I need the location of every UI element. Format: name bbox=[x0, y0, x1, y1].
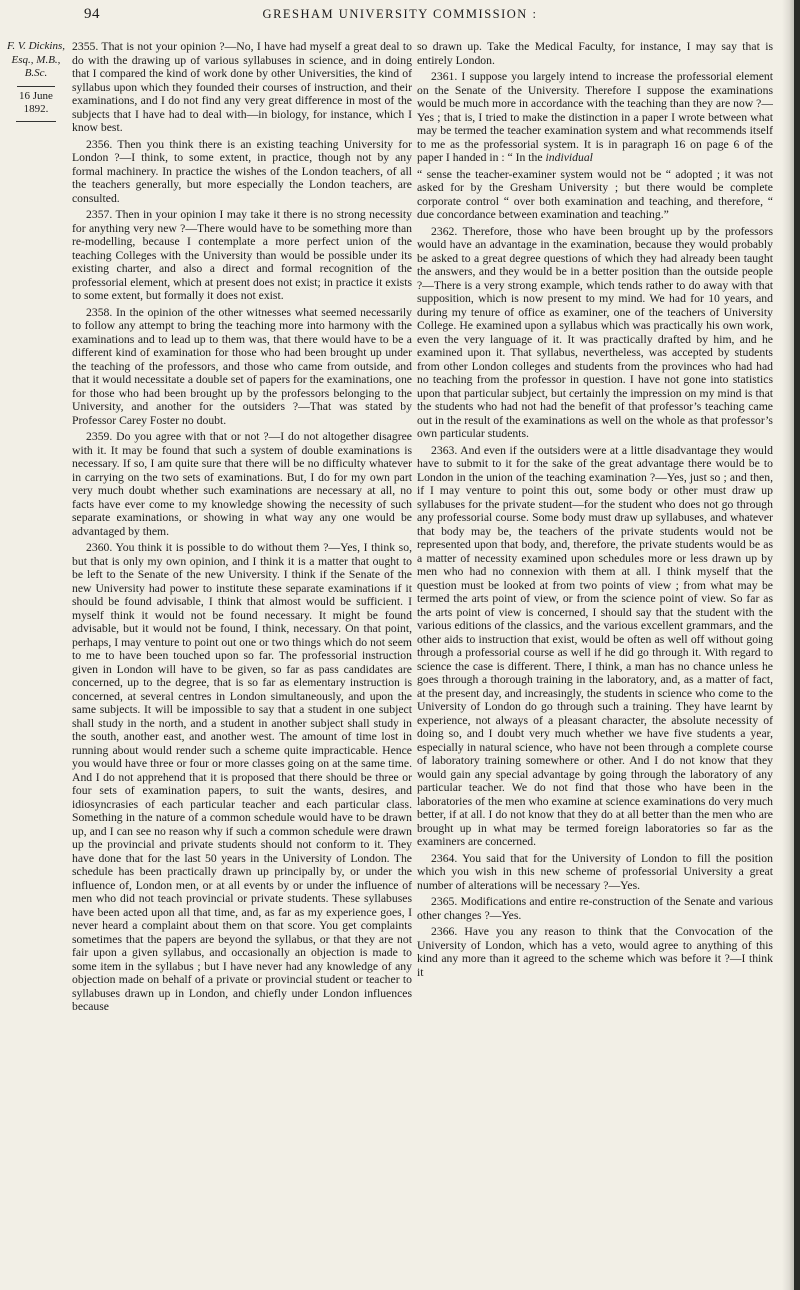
running-title: GRESHAM UNIVERSITY COMMISSION : bbox=[262, 7, 538, 21]
evidence-paragraph: 2357. Then in your opinion I may take it there is no strong necessity for anything very new ?—There would have to be something more than re-modelling, because I contemplate a more perfect union of the teaching Colleges with the University than would be possible under its existing charter, and also a direct and formal recognition of the professorial element, which at present does not exist; in practice it exists to some extent, but formally it does not exist. bbox=[72, 208, 412, 302]
evidence-paragraph: so drawn up. Take the Medical Faculty, for instance, I may say that is entirely London. bbox=[417, 40, 773, 67]
evidence-date: 16 June 1892. bbox=[19, 89, 53, 116]
evidence-paragraph: 2356. Then you think there is an existing teaching University for London ?—I think, to some extent, in practice, though not by any formal machinery. In practice the wishes of the London teachers, of all the teachers generally, but more especially the London teachers, are consulted. bbox=[72, 137, 412, 205]
page-number: 94 bbox=[84, 6, 100, 22]
margin-note bbox=[6, 40, 66, 122]
margin-divider-lower bbox=[16, 121, 56, 122]
witness-name: F. V. Dickins, bbox=[7, 40, 65, 52]
evidence-paragraph: 2363. And even if the outsiders were at a little disadvantage they would have to submit to it for the sake of the great advantage there would be to London in the union of the teaching examination ?—Yes, just so ; and then, if I may venture to point this out, some body or other must draw up syllabuses for the private student—for the student who does not go through any professorial course. Some body must draw up syllabuses, and whatever that body may be, the teachers of the private students would not be represented upon that body, and, therefore, the private students would be as a matter of necessity examined upon schedules more or less drawn up by men who had no connexion with them at all. I think myself that the question must be looked at from two points of view ; from what may be termed the arts point of view, or from the science point of view. So far as the arts point of view is concerned, I should say that the student with the various editions of the classics, and the various excellent grammars, and the other aids to instruction that exist, would be often as well off without going through a professorial course as well if he did go through it. With regard to science the case is different. There, I think, a man has no chance unless he goes through a thorough training in the laboratory, and, as a matter of fact, at the present day, and increasingly, the students in science who come to the University of London do go through such a training. They have learnt by experience, not always of a pleasant character, the absolute necessity of doing so, and I doubt very much whether we have five students a year, especially in natural science, who have not been through a complete course of laboratory training somewhere or other. And I do not know that they would gain any special advantage by going through the laboratory of any particular teacher. We do not find that those who have been in the laboratories of the men who examine at science examinations do very much better, if at all. I do not know that they do at all better than the men who are brought up in what may be termed foreign laboratories so far as the examiners are concerned. bbox=[417, 443, 773, 848]
evidence-paragraph: 2365. Modifications and entire re-construction of the Senate and various other changes ?—Yes. bbox=[417, 895, 773, 922]
evidence-paragraph: 2364. You said that for the University of London to fill the position which you wish in this new scheme of professorial University a great number of alterations will be necessary ?—Yes. bbox=[417, 851, 773, 892]
witness-title: Esq., M.B., bbox=[11, 53, 61, 66]
page-header bbox=[0, 6, 800, 26]
witness-degree: B.Sc. bbox=[24, 67, 48, 80]
evidence-paragraph: 2359. Do you agree with that or not ?—I do not altogether disagree with it. It may be found that such a system of double examinations is necessary. If so, I am quite sure that there will be no difficulty whatever in carrying on the two sets of examinations. But, I do for my own part very much doubt whether such examinations are necessary at all, no facts have ever come to my knowledge showing the necessity of such separate examinations, or showing in what way any one would be advantaged by them. bbox=[72, 430, 412, 538]
evidence-paragraph: 2366. Have you any reason to think that the Convocation of the University of London, which has a veto, would agree to anything of this kind any more than it agreed to the scheme which was before it ?—I think it bbox=[417, 925, 773, 979]
margin-divider bbox=[17, 86, 55, 87]
italic-emphasis: individual bbox=[545, 151, 593, 164]
evidence-paragraph: 2362. Therefore, those who have been brought up by the professors would have an advantage in the examination, because they would probably be asked to a great degree questions of which they had already been taught the answers, and they would be in a better position than the outside people ?—There is a very strong example, which tends rather to do away with that supposition, which is now present to my mind. We had for 10 years, and during my tenure of office as examiner, one of the teachers of University College. He examined upon a syllabus which was practically his own work, even the very language of it. It was practically drafted by him, and he examined upon it. That syllabus, nevertheless, was accepted by students from other London colleges and students from the provinces who had had no teaching from the professor in question. I have not gone into statistics upon that particular subject, but certainly the impression on my mind is that the students who had not had the benefit of that professor’s teaching came out in the result of the examinations as well on the whole as that professor’s own particular students. bbox=[417, 224, 773, 440]
page-edge bbox=[794, 0, 800, 1290]
evidence-paragraph: 2358. In the opinion of the other witnesses what seemed necessarily to follow any attempt to bring the teaching more into harmony with the examinations and to lead up to them was, that there would have to be a different kind of examination for those who had been brought up under the teaching of the professors, and those who came from outside, and that it would necessitate a double set of papers for the examinations, one for those who had been brought up by the professors belonging to the University, and another for the outsiders ?—That was stated by Professor Carey Foster no doubt. bbox=[72, 305, 412, 427]
evidence-paragraph: 2361. I suppose you largely intend to increase the professorial element on the Senate of the University. Therefore I suppose the examinations would be much more in accordance with the teaching than they are now ?—Yes ; that is, I tried to make the distinction in a paper I wrote between what may be termed the teacher examination system and what recommends itself to me as the professorial system. It is in paragraph 16 on page 6 of the paper I handed in : “ In the individual bbox=[417, 70, 773, 164]
evidence-paragraph: 2355. That is not your opinion ?—No, I have had myself a great deal to do with the drawing up of various syllabuses in science, and in doing that I compared the kind of work done by other Universities, the kind of syllabus upon which they founded their courses of instruction, and their examinations, and I do not find any very great difference in most of the subjects that I have had to deal with—in biology, for instance, which I know best. bbox=[72, 40, 412, 134]
left-column bbox=[72, 40, 412, 1270]
right-column bbox=[417, 40, 773, 1270]
evidence-paragraph: 2360. You think it is possible to do without them ?—Yes, I think so, but that is only my own opinion, and I think it is a matter that ought to be left to the Senate of the new University. I think if the Senate of the new University had power to institute these separate examinations if it should be found advisable, I think that almost would be sufficient. I myself think it would not be found necessary. It might be found advisable, but it would not be found, I think, necessary. On that point, perhaps, I may venture to point out one or two things which do not seem to me to have been touched upon so far. The professorial instruction given in London will have to be given, so far as pass candidates are concerned, up to the degree, that is so far as elementary instruction is concerned, at several centres in London simultaneously, and upon the same subjects. It will be impossible to say that a student in one subject shall study in the north, and a student in another subject shall study in the south, another east, and another west. The amount of time lost in running about would render such a scheme quite impracticable. Hence you would have three or four or more classes going on at the same time. And I do not apprehend that it is proposed that there should be three or four sets of examination papers, to suit the wants, desires, and idiosyncrasies of each particular teacher and each particular class. Something in the nature of a common schedule would have to be drawn up, and I can see no reason why if such a common schedule were drawn up the provincial and private students should not conform to it. They have done that for the last 50 years in the University of London. The schedule has been practically drawn up principally by, or under the influence of, London men, or at all events by or under the influence of men who did not teach provincial or private students. These syllabuses have been acted upon all that time, and, as far as my experience goes, I never heard a complaint about them on that score. You get complaints sometimes that the papers are beyond the syllabus, or that they are not fair upon a given syllabus, and occasionally an objection is made to some item in the syllabus ; but I have never had any knowledge of any objection made on behalf of a private or provincial student or teacher to syllabuses drawn up in London, and chiefly under London influences because bbox=[72, 541, 412, 1013]
quoted-passage: “ sense the teacher-examiner system would not be “ adopted ; it was not asked for by the Gresham University ; but there would be complete corporate control “ over both examination and teaching, and therefore, “ due concordance between examination and teaching.” bbox=[417, 167, 773, 221]
